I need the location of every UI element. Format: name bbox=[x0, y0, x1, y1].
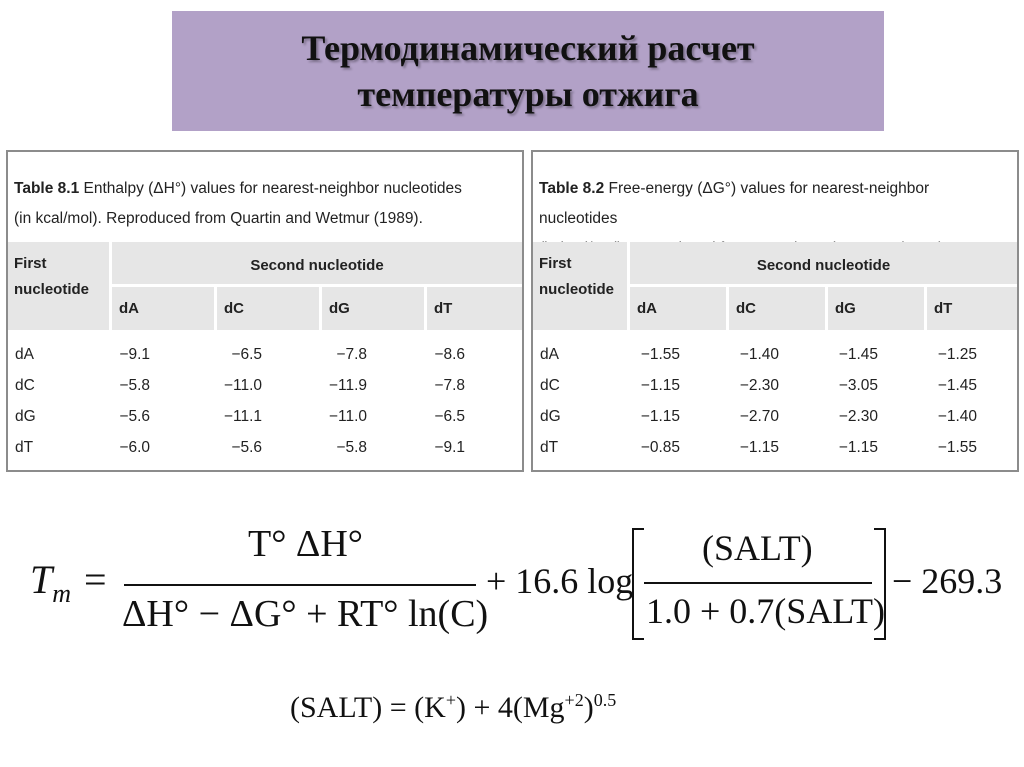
title-line-1: Термодинамический расчет bbox=[301, 28, 755, 68]
table-cell: −6.0 bbox=[119, 439, 150, 456]
exponent: 0.5 bbox=[593, 690, 617, 710]
first-nucleotide-header bbox=[539, 251, 631, 303]
table-cell: −9.1 bbox=[119, 346, 150, 363]
table-cell: −11.0 bbox=[328, 408, 367, 425]
row-label: dA bbox=[15, 346, 34, 363]
table-cell: −11.0 bbox=[223, 377, 262, 394]
table-cell: −1.45 bbox=[937, 377, 977, 394]
column-header-dC: dC bbox=[224, 300, 244, 317]
fraction-numerator: T° ΔH° bbox=[248, 523, 363, 565]
table-cell: −1.55 bbox=[937, 439, 977, 456]
caption-line-1: Free-energy (ΔG°) values for nearest-neighbor nucleotides bbox=[539, 180, 930, 227]
column-header-dA: dA bbox=[637, 300, 657, 317]
column-header-dG: dG bbox=[835, 300, 856, 317]
row-label: dT bbox=[540, 439, 559, 456]
table-caption bbox=[14, 174, 516, 234]
column-header-dT: dT bbox=[934, 300, 953, 317]
column-header-dG: dG bbox=[329, 300, 350, 317]
header-first-word: First bbox=[14, 255, 47, 272]
table-cell: −6.5 bbox=[231, 346, 262, 363]
table-cell: −8.6 bbox=[434, 346, 465, 363]
table-cell: −6.5 bbox=[434, 408, 465, 425]
equals-sign: = bbox=[84, 557, 107, 602]
table-cell: −2.30 bbox=[739, 377, 779, 394]
free-energy-table bbox=[531, 150, 1019, 472]
tm-base: T bbox=[30, 557, 53, 602]
left-bracket bbox=[632, 528, 644, 640]
row-label: dC bbox=[540, 377, 560, 394]
header-first-word: First bbox=[539, 255, 572, 272]
constant-term: − 269.3 bbox=[892, 561, 1003, 601]
table-cell: −1.55 bbox=[640, 346, 680, 363]
second-nucleotide-header: Second nucleotide bbox=[630, 248, 1017, 287]
right-bracket bbox=[874, 528, 886, 640]
table-cell: −1.15 bbox=[640, 408, 680, 425]
salt-fraction-bar bbox=[644, 582, 872, 584]
table-cell: −1.15 bbox=[739, 439, 779, 456]
fraction-denominator: ΔH° − ΔG° + RT° ln(C) bbox=[122, 593, 489, 635]
table-cell: −7.8 bbox=[434, 377, 465, 394]
table-cell: −0.85 bbox=[640, 439, 680, 456]
column-header-dC: dC bbox=[736, 300, 756, 317]
table-cell: −1.40 bbox=[739, 346, 779, 363]
table-cell: −2.30 bbox=[838, 408, 878, 425]
salt-def-mid: ) + 4(Mg bbox=[455, 691, 565, 724]
salt-def-close: ) bbox=[583, 691, 594, 724]
table-cell: −5.6 bbox=[119, 408, 150, 425]
log-term: + 16.6 log bbox=[486, 561, 634, 601]
title-banner bbox=[172, 11, 884, 131]
table-cell: −1.45 bbox=[838, 346, 878, 363]
table-cell: −5.8 bbox=[119, 377, 150, 394]
table-header bbox=[8, 242, 522, 330]
caption-line-1: Enthalpy (ΔH°) values for nearest-neighbor nucleotides bbox=[83, 180, 462, 197]
column-header-dA: dA bbox=[119, 300, 139, 317]
table-cell: −7.8 bbox=[336, 346, 367, 363]
salt-denominator: 1.0 + 0.7(SALT) bbox=[646, 591, 885, 631]
first-nucleotide-header bbox=[14, 251, 106, 303]
table-cell: −11.1 bbox=[223, 408, 262, 425]
table-cell: −5.6 bbox=[231, 439, 262, 456]
title-line-2: температуры отжига bbox=[357, 74, 699, 114]
table-cell: −2.70 bbox=[739, 408, 779, 425]
table-header bbox=[533, 242, 1017, 330]
salt-numerator: (SALT) bbox=[702, 528, 813, 568]
table-number: Table 8.1 bbox=[14, 180, 80, 197]
mg-superscript: +2 bbox=[564, 690, 584, 710]
column-header-dT: dT bbox=[434, 300, 453, 317]
row-label: dT bbox=[15, 439, 34, 456]
table-cell: −3.05 bbox=[838, 377, 878, 394]
row-label: dG bbox=[15, 408, 36, 425]
row-label: dA bbox=[540, 346, 559, 363]
caption-line-2: (in kcal/mol). Reproduced from Quartin and Wetmur (1989). bbox=[14, 210, 423, 227]
header-nucleotide-word: nucleotide bbox=[14, 281, 90, 298]
tm-subscript: m bbox=[52, 579, 72, 608]
salt-def-left: (SALT) = (K bbox=[290, 691, 446, 724]
salt-definition bbox=[290, 690, 616, 725]
fraction-bar bbox=[124, 584, 476, 586]
row-label: dC bbox=[15, 377, 35, 394]
table-cell: −1.15 bbox=[838, 439, 878, 456]
tm-symbol bbox=[30, 556, 71, 609]
table-number: Table 8.2 bbox=[539, 180, 605, 197]
row-label: dG bbox=[540, 408, 561, 425]
table-cell: −1.15 bbox=[640, 377, 680, 394]
table-cell: −5.8 bbox=[336, 439, 367, 456]
k-superscript: + bbox=[445, 690, 456, 710]
table-cell: −1.25 bbox=[937, 346, 977, 363]
enthalpy-table bbox=[6, 150, 524, 472]
table-cell: −1.40 bbox=[937, 408, 977, 425]
second-nucleotide-header: Second nucleotide bbox=[112, 248, 522, 287]
table-cell: −9.1 bbox=[434, 439, 465, 456]
header-nucleotide-word: nucleotide bbox=[539, 281, 615, 298]
table-cell: −11.9 bbox=[328, 377, 367, 394]
